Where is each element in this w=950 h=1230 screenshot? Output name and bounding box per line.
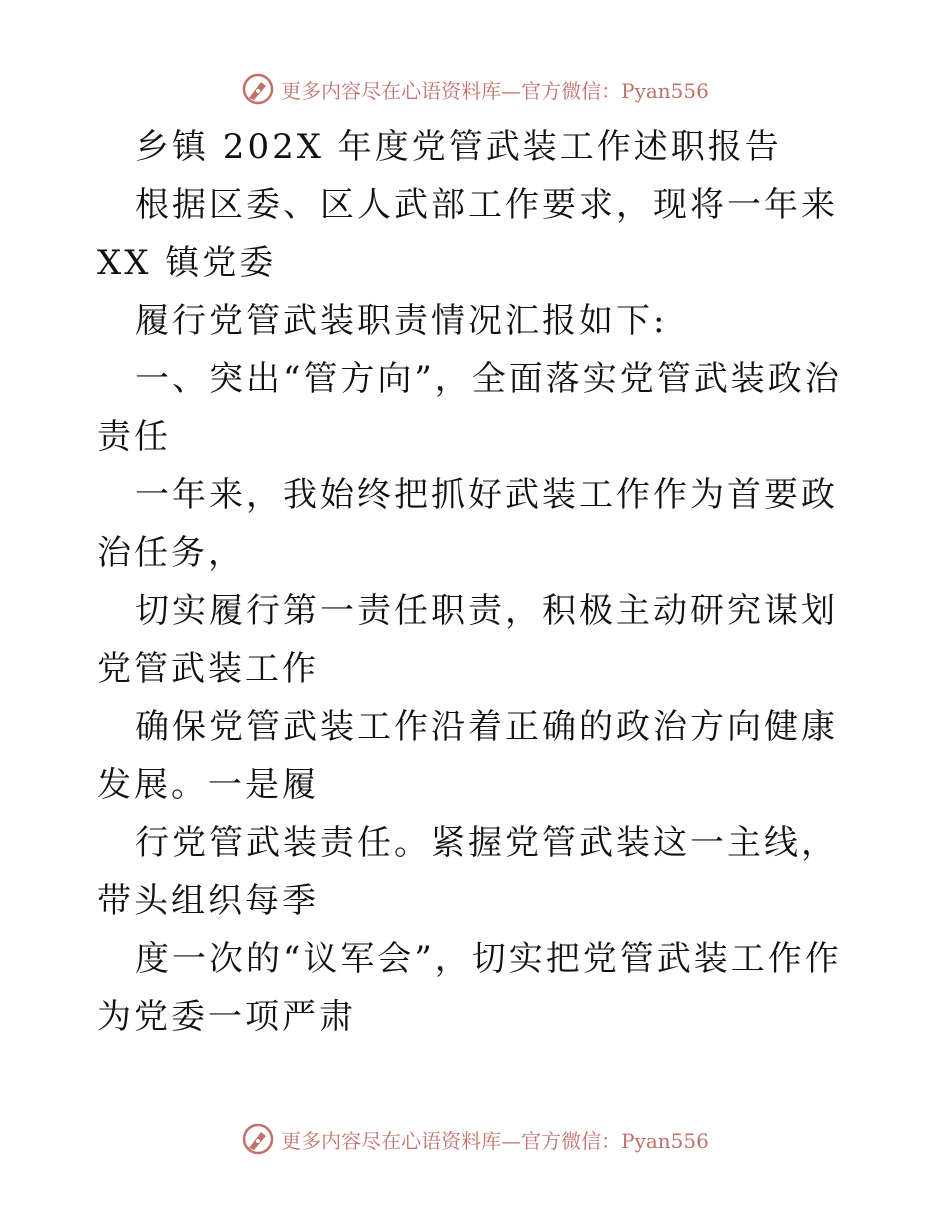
paragraph: 切实履行第一责任职责，积极主动研究谋划党管武装工作 xyxy=(97,591,838,689)
paragraph: 度一次的“议军会”，切实把党管武装工作作为党委一项严肃 xyxy=(97,939,842,1037)
paragraph: 行党管武装责任。紧握党管武装这一主线，带头组织每季 xyxy=(97,823,838,921)
pen-nib-logo-icon xyxy=(241,1122,275,1156)
paragraph: 一年来，我始终把抓好武装工作作为首要政治任务， xyxy=(97,475,838,573)
document-body xyxy=(97,118,853,1046)
paragraph: 确保党管武装工作沿着正确的政治方向健康发展。一是履 xyxy=(97,707,838,805)
watermark-text: 更多内容尽在心语资料库—官方微信：Pyan556 xyxy=(281,1128,709,1153)
watermark-header xyxy=(0,72,950,106)
document-title: 乡镇 202X 年度党管武装工作述职报告 xyxy=(135,127,782,167)
watermark-footer xyxy=(0,1122,950,1156)
paragraph: 履行党管武装职责情况汇报如下: xyxy=(135,301,668,341)
pen-nib-logo-icon xyxy=(241,72,275,106)
paragraph: 根据区委、区人武部工作要求，现将一年来 XX 镇党委 xyxy=(97,185,838,283)
section-heading: 一、突出“管方向”，全面落实党管武装政治责任 xyxy=(97,359,842,457)
watermark-text: 更多内容尽在心语资料库—官方微信：Pyan556 xyxy=(281,78,709,103)
